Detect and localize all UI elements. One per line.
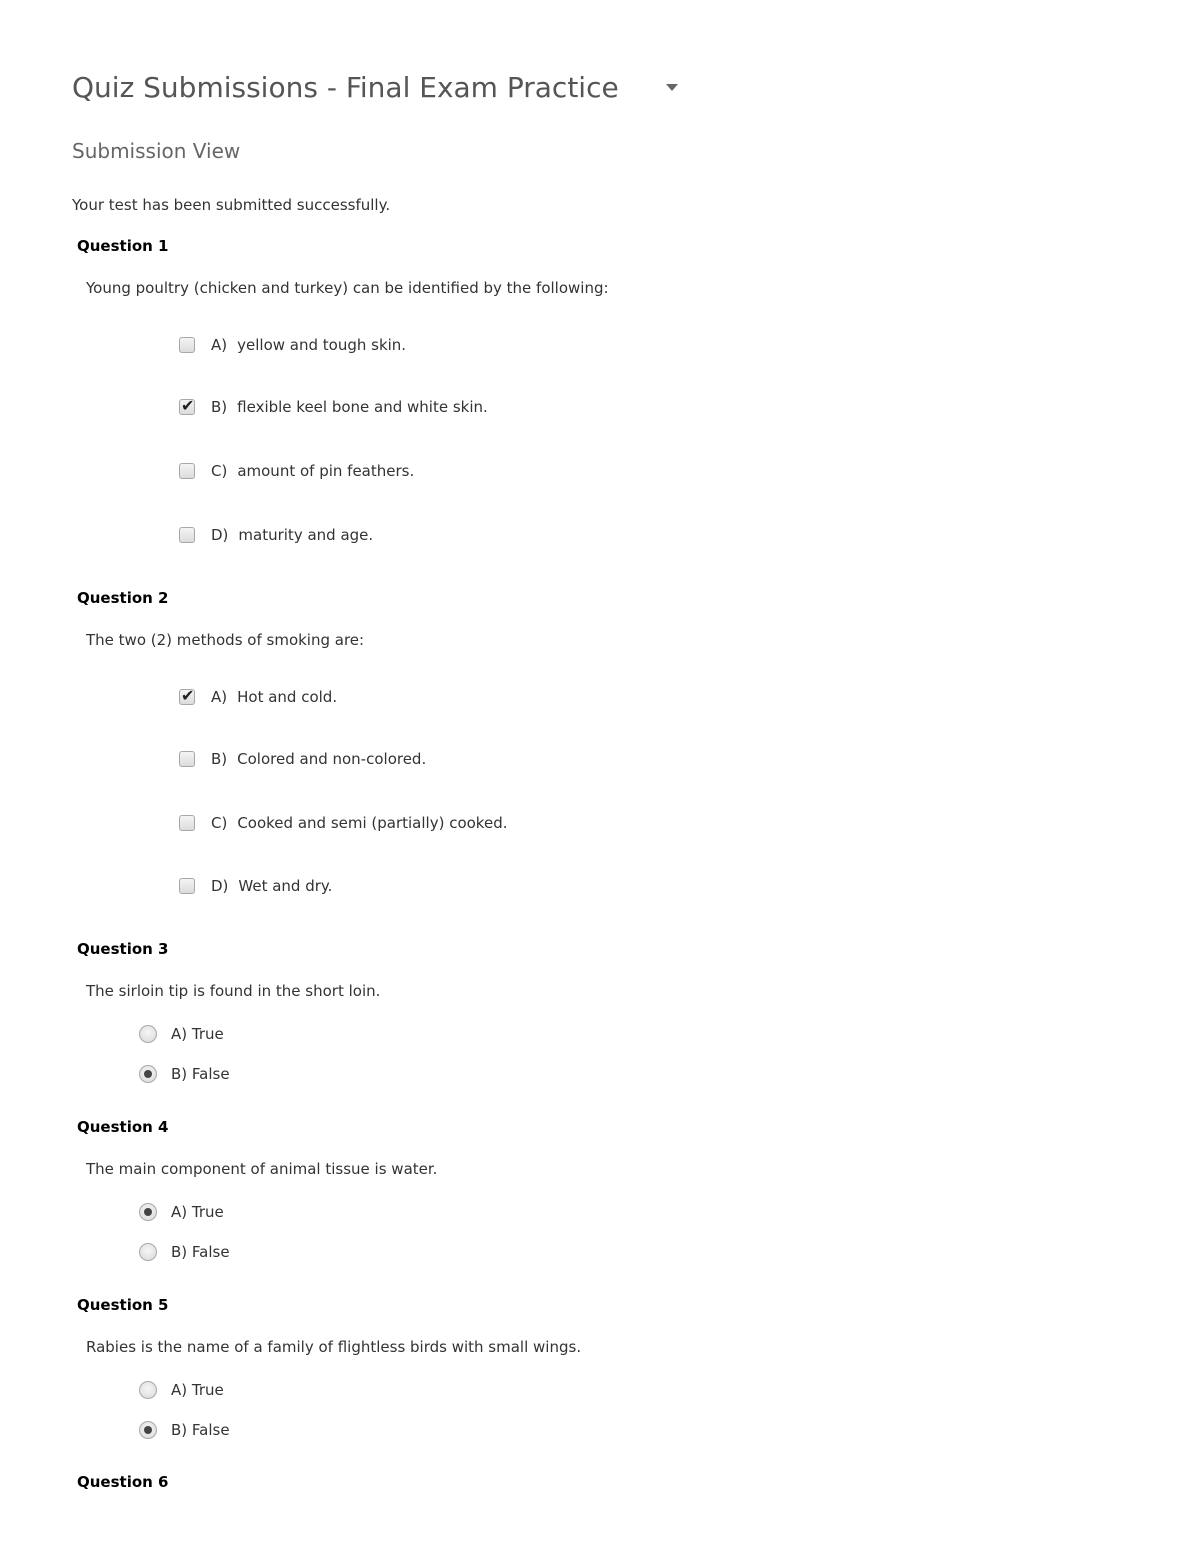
q3-option-b bbox=[139, 1064, 230, 1084]
q3-option-b-radio[interactable] bbox=[139, 1065, 157, 1083]
q2-option-b-checkbox[interactable] bbox=[179, 751, 195, 767]
q5-option-b-label: B) False bbox=[171, 1421, 230, 1439]
q1-option-a-checkbox[interactable] bbox=[179, 337, 195, 353]
q2-option-d-label: Wet and dry. bbox=[238, 877, 333, 895]
q1-option-a-letter: A) bbox=[211, 336, 228, 354]
page-subtitle: Submission View bbox=[72, 139, 241, 163]
question-heading-1: Question 1 bbox=[77, 237, 169, 255]
q1-option-c bbox=[179, 461, 414, 481]
q1-option-c-checkbox[interactable] bbox=[179, 463, 195, 479]
q1-option-d-checkbox[interactable] bbox=[179, 527, 195, 543]
q2-option-a-letter: A) bbox=[211, 688, 228, 706]
q5-option-a-radio[interactable] bbox=[139, 1381, 157, 1399]
question-heading-2: Question 2 bbox=[77, 589, 169, 607]
question-heading-4: Question 4 bbox=[77, 1118, 169, 1136]
q4-option-b-radio[interactable] bbox=[139, 1243, 157, 1261]
q3-option-a-radio[interactable] bbox=[139, 1025, 157, 1043]
question-text-4: The main component of animal tissue is water. bbox=[86, 1160, 438, 1178]
q2-option-b-label: Colored and non-colored. bbox=[237, 750, 427, 768]
radio-dot-icon bbox=[144, 1426, 152, 1434]
q4-option-a bbox=[139, 1202, 224, 1222]
q3-option-b-label: B) False bbox=[171, 1065, 230, 1083]
q1-option-b bbox=[179, 397, 488, 417]
question-text-5: Rabies is the name of a family of flightless birds with small wings. bbox=[86, 1338, 582, 1356]
q5-option-a-label: A) True bbox=[171, 1381, 224, 1399]
caret-down-icon[interactable] bbox=[666, 84, 678, 91]
submission-notice: Your test has been submitted successfully. bbox=[72, 196, 391, 214]
question-text-2: The two (2) methods of smoking are: bbox=[86, 631, 365, 649]
question-heading-5: Question 5 bbox=[77, 1296, 169, 1314]
q1-option-d-label: maturity and age. bbox=[238, 526, 374, 544]
question-text-1: Young poultry (chicken and turkey) can be identified by the following: bbox=[86, 279, 609, 297]
q2-option-c-label: Cooked and semi (partially) cooked. bbox=[237, 814, 508, 832]
q4-option-b-label: B) False bbox=[171, 1243, 230, 1261]
checkmark-icon: ✔ bbox=[181, 396, 195, 415]
q4-option-b bbox=[139, 1242, 230, 1262]
page-title: Quiz Submissions - Final Exam Practice bbox=[72, 71, 619, 104]
q1-option-b-letter: B) bbox=[211, 398, 228, 416]
q1-option-b-label: flexible keel bone and white skin. bbox=[237, 398, 488, 416]
q2-option-b bbox=[179, 749, 426, 769]
checkmark-icon: ✔ bbox=[181, 686, 195, 705]
q3-option-a bbox=[139, 1024, 224, 1044]
q1-option-b-checkbox[interactable] bbox=[179, 396, 195, 415]
q1-option-c-label: amount of pin feathers. bbox=[237, 462, 415, 480]
question-heading-3: Question 3 bbox=[77, 940, 169, 958]
q2-option-d-letter: D) bbox=[211, 877, 229, 895]
q4-option-a-radio[interactable] bbox=[139, 1203, 157, 1221]
radio-dot-icon bbox=[144, 1208, 152, 1216]
question-text-3: The sirloin tip is found in the short loin. bbox=[86, 982, 381, 1000]
q2-option-c-letter: C) bbox=[211, 814, 228, 832]
question-heading-6: Question 6 bbox=[77, 1473, 169, 1491]
q1-option-d-letter: D) bbox=[211, 526, 229, 544]
q2-option-a-checkbox[interactable] bbox=[179, 686, 195, 705]
q1-option-d bbox=[179, 525, 373, 545]
q2-option-d bbox=[179, 876, 332, 896]
q5-option-a bbox=[139, 1380, 224, 1400]
q1-option-c-letter: C) bbox=[211, 462, 228, 480]
q3-option-a-label: A) True bbox=[171, 1025, 224, 1043]
q2-option-d-checkbox[interactable] bbox=[179, 878, 195, 894]
q1-option-a bbox=[179, 335, 406, 355]
q2-option-c-checkbox[interactable] bbox=[179, 815, 195, 831]
q2-option-c bbox=[179, 813, 507, 833]
q4-option-a-label: A) True bbox=[171, 1203, 224, 1221]
q2-option-a bbox=[179, 687, 337, 707]
radio-dot-icon bbox=[144, 1070, 152, 1078]
q2-option-b-letter: B) bbox=[211, 750, 228, 768]
q1-option-a-label: yellow and tough skin. bbox=[237, 336, 407, 354]
q2-option-a-label: Hot and cold. bbox=[237, 688, 338, 706]
q5-option-b-radio[interactable] bbox=[139, 1421, 157, 1439]
q5-option-b bbox=[139, 1420, 230, 1440]
